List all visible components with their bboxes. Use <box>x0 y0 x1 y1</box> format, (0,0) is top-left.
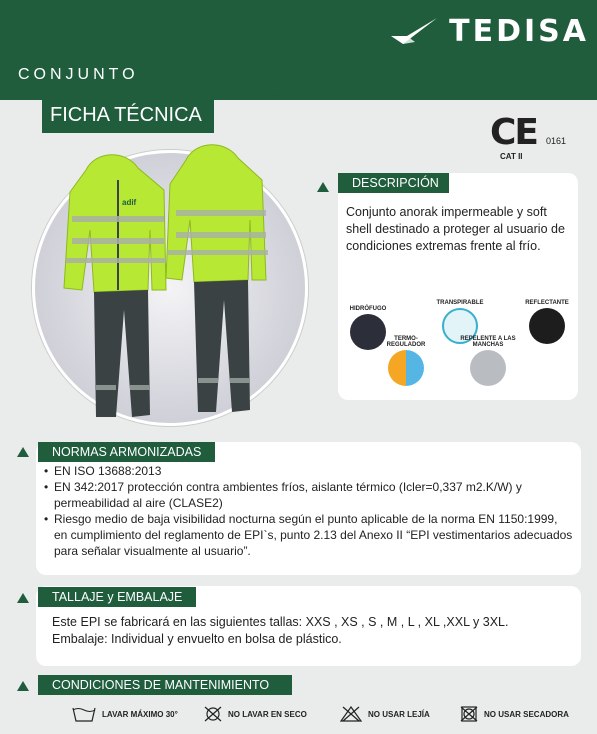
care-item-no-dry-clean <box>204 706 307 722</box>
garment-illustration <box>26 140 316 430</box>
sizing-text <box>52 614 508 648</box>
leaf-bullet-icon <box>16 446 30 458</box>
section-label-descripcion: DESCRIPCIÓN <box>338 173 449 193</box>
wash-30-icon <box>72 706 96 722</box>
tedisa-logo-icon <box>389 16 443 48</box>
feature-label: REFLECTANTE <box>525 300 569 306</box>
feature-stain-repellent <box>450 336 526 386</box>
section-label-normas: NORMAS ARMONIZADAS <box>38 442 215 462</box>
care-label: NO USAR LEJÍA <box>368 709 430 719</box>
care-label: NO USAR SECADORA <box>484 709 569 719</box>
no-bleach-icon <box>340 706 362 722</box>
ce-certification <box>490 112 570 162</box>
document-subtitle: CONJUNTO <box>18 66 139 83</box>
care-label: NO LAVAR EN SECO <box>228 709 307 719</box>
care-label: LAVAR MÁXIMO 30° <box>102 709 178 719</box>
feature-thermoregulator <box>378 336 434 386</box>
leaf-bullet-icon <box>316 181 330 193</box>
brand-logo <box>389 14 589 49</box>
stain-repellent-icon <box>470 350 506 386</box>
feature-label: TRANSPIRABLE <box>436 300 484 306</box>
adif-logo: adif <box>122 198 137 207</box>
feature-label: HIDRÓFUGO <box>349 306 387 312</box>
ce-category: CAT II <box>500 152 523 161</box>
no-tumble-dry-icon <box>460 706 478 722</box>
page-title: FICHA TÉCNICA <box>42 100 214 133</box>
brand-name: TEDISA <box>449 14 589 49</box>
leaf-bullet-icon <box>16 680 30 692</box>
reflective-icon <box>529 308 565 344</box>
leaf-bullet-icon <box>16 592 30 604</box>
sizes-line: Este EPI se fabricará en las siguientes tallas: XXS , XS , S , M , L , XL ,XXL y 3XL. <box>52 615 509 629</box>
list-item: • Riesgo medio de baja visibilidad nocturna según el punto aplicable de la norma EN 1150:1999, en cumplimiento del reglamento de EPI`s, punto 2.13 del Anexo II “EPI vestimentarios adecuados para señalar visualmente al usuario”. <box>44 511 574 559</box>
feature-label: TERMO-REGULADOR <box>386 336 426 348</box>
list-item: • EN ISO 13688:2013 <box>44 463 574 479</box>
care-item-no-bleach <box>340 706 430 722</box>
no-dry-clean-icon <box>204 706 222 722</box>
care-item-wash-30 <box>72 706 178 722</box>
ce-notified-body: 0161 <box>546 136 567 146</box>
description-text: Conjunto anorak impermeable y soft shell destinado a proteger al usuario de condiciones extremas frente al frío. <box>346 205 565 253</box>
packaging-line: Embalaje: Individual y envuelto en bolsa de plástico. <box>52 632 342 646</box>
thermoregulator-icon <box>388 350 424 386</box>
norms-list <box>44 463 574 559</box>
care-item-no-tumble-dry <box>460 706 569 722</box>
feature-label: REPELENTE A LAS MANCHAS <box>460 336 516 348</box>
ce-mark: CE <box>490 112 538 153</box>
feature-reflective <box>522 300 572 344</box>
care-instructions <box>0 700 597 730</box>
section-label-tallaje: TALLAJE y EMBALAJE <box>38 587 196 607</box>
list-item: • EN 342:2017 protección contra ambientes fríos, aislante térmico (Icler=0,337 m2.K/W) y permeabilidad al aire (CLASE2) <box>44 479 574 511</box>
product-photo <box>26 140 316 430</box>
section-label-mantenimiento: CONDICIONES DE MANTENIMIENTO <box>38 675 292 695</box>
